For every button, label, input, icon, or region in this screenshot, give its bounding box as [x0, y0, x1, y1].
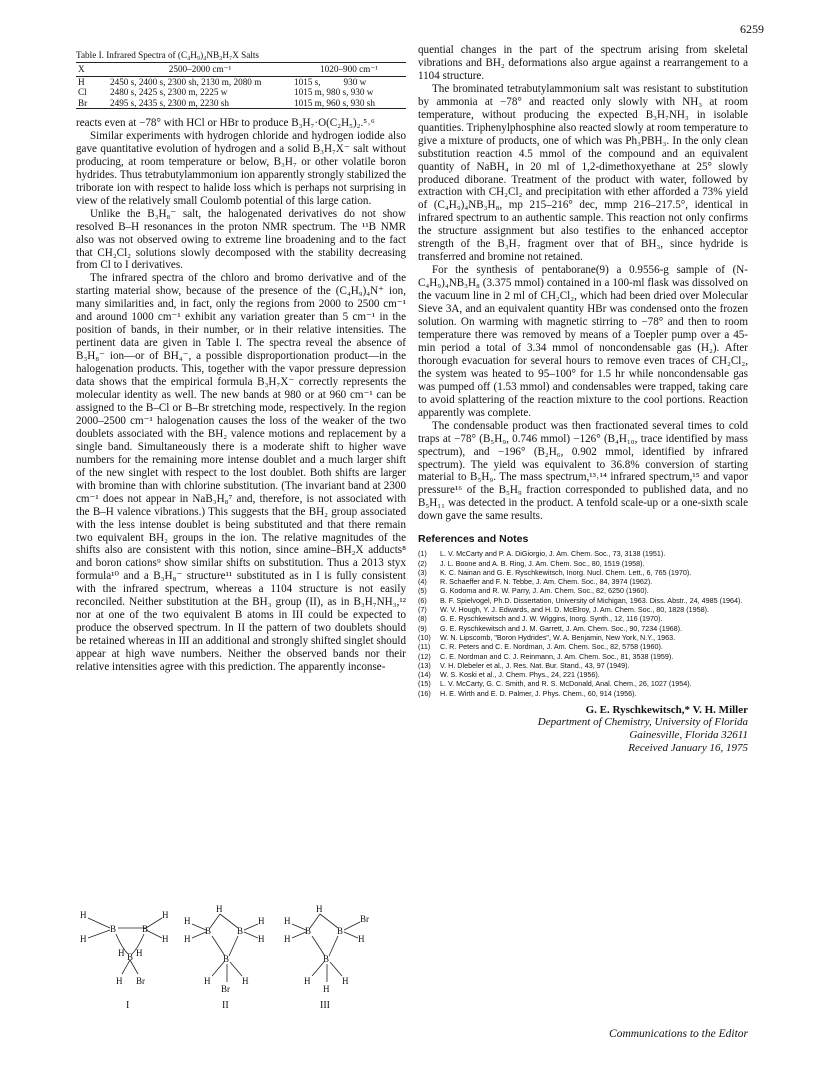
- table-cell: 2450 s, 2400 s, 2300 sh, 2130 m, 2080 m: [110, 76, 262, 87]
- atom-label: H: [323, 984, 330, 994]
- references-title: References and Notes: [418, 533, 529, 546]
- atom-label: H: [184, 916, 191, 926]
- reference-item: [418, 577, 748, 586]
- atom-label: B: [110, 924, 117, 934]
- reference-text: C. R. Peters and C. E. Nordman, J. Am. Chem. Soc., 82, 5758 (1960).: [440, 642, 663, 652]
- reference-text: G. E. Ryschkewitsch and J. W. Wiggins, Inorg. Synth., 12, 116 (1970).: [440, 614, 663, 624]
- atom-label: H: [204, 976, 211, 986]
- atom-label: H: [342, 976, 349, 986]
- affiliation-line: Department of Chemistry, University of Florida: [537, 716, 748, 729]
- body-paragraph: For the synthesis of pentaborane(9) a 0.9556-g sample of (N-C₄H₉)₄NB₃H₈ (3.375 mmol) contained in a 100-ml flask was dissolved on the vacuum line in 2 ml of CH₂Cl₂, which had been dried over Molecular Sieve 3A, and an equivalent quantity HBr was condensed onto the frozen solution. On warming with magnetic stirring to −78° and then to room temperature there was removed by means of a Toepler pump over a 45-min period a total of 3.34 mmol of noncondensable gas (H₂). After thorough evacuation for several hours to remove even traces of CH₂Cl₂, the system was heated to 95–100° for 1.5 hr while noncondensable gas was pumped off (1.53 mmol) and condensables were trapped, taking care to avoid splattering of the reaction mixture to the cool portions. Reaction apparently was complete.: [418, 264, 748, 419]
- body-paragraph: Similar experiments with hydrogen chloride and hydrogen iodide also gave quantitative evolution of hydrogen and a solid B₃H₇X⁻ salt without producing, at room temperature or below, B₃H₇ or other volatile boron hydrides. Thus tetrabutylammonium ion apparently strongly stabilized the triborate ion with respect to halide loss which is perhaps not surprising in view of the relatively small Coulomb potential of this large cation.: [76, 129, 406, 207]
- reference-item: [418, 586, 748, 595]
- reference-text: L. V. McCarty and P. A. DiGiorgio, J. Am. Chem. Soc., 73, 3138 (1951).: [440, 549, 666, 559]
- structure-label-iii: III: [320, 1000, 330, 1011]
- atom-label: B: [323, 954, 330, 964]
- body-paragraph: The condensable product was then fractionated several times to cold traps at −78° (B₅H₉, 0.746 mmol) −126° (B₄H₁₀, trace identified by mass spectrum), and −196° (B₂H₆, 0.902 mmol, identified by infrared spectrum). The yield was equivalent to 36.8% conversion of starting material to B₅H₉. The mass spectrum,¹³˒¹⁴ infrared spectrum,¹⁵ and vapor pressure¹⁶ of the B₅H₉ fraction corresponded to published data, and no B₅H₁₁ was detected in the product. A tenfold scale-up or a one-sixth scale down gave the same results.: [418, 419, 748, 523]
- reference-number: (12): [418, 651, 431, 661]
- reference-item: [418, 605, 748, 614]
- structures-svg: [80, 904, 410, 1024]
- table-cell: Cl: [78, 87, 87, 97]
- reference-text: W. N. Lipscomb, "Boron Hydrides", W. A. Benjamin, New York, N.Y., 1963.: [440, 632, 676, 642]
- body-paragraph: The brominated tetrabutylammonium salt was resistant to substitution by ammonia at −78° and reacted only slowly with NH₃ at room temperature, without producing the expected B₃H₇NH₃ in isolable quantities. Triphenylphosphine also reacted slowly at room temperature to give a mixture of products, one of which was Ph₃PBH₃. In the only clean substitution reaction 4.5 mmol of the compound and an equivalent quantity of NaBH₄ in 20 ml of 1,2-dimethoxyethane at 25° slowly produced diborane. Treatment of the product with water, followed by extraction with CH₂Cl₂ and precipitation with ether afforded a 73% yield of (C₄H₉)₄NB₃H₈, mp 215–216° dec, mmp 216–217.5°, identical in infrared spectrum to an authentic sample. This reaction not only confirms the structure assignment but also testifies to the enhanced acceptor strength of the B₃H₇ fragment over that of BH₃, since hydride is transferred and bromine not retained.: [418, 82, 748, 264]
- atom-label: B: [142, 924, 149, 934]
- reference-item: [418, 670, 748, 679]
- table-header-1020: 1020–900 cm⁻¹: [292, 63, 406, 77]
- reference-number: (7): [418, 605, 427, 615]
- atom-label: H: [284, 916, 291, 926]
- reference-item: [418, 689, 748, 698]
- atom-label: H: [162, 934, 169, 944]
- atom-label: H: [316, 904, 323, 914]
- atom-label: B: [237, 926, 244, 936]
- atom-label: H: [184, 934, 191, 944]
- atom-label: H: [242, 976, 249, 986]
- reference-number: (3): [418, 567, 427, 577]
- table-cell: Br: [76, 98, 108, 109]
- table-cell: 2480 s, 2425 s, 2300 m, 2225 w: [110, 87, 228, 97]
- atom-label: B: [305, 926, 312, 936]
- reference-item: [418, 614, 748, 623]
- structure-label-i: I: [126, 1000, 130, 1011]
- table-cell: 1015 s, 930 w: [294, 76, 367, 87]
- atom-label: H: [258, 934, 265, 944]
- reference-item: [418, 559, 748, 568]
- reference-text: V. H. Dlebeler et al., J. Res. Nat. Bur. Stand., 43, 97 (1949).: [440, 660, 630, 670]
- reference-item: [418, 624, 748, 633]
- table-caption: Table I. Infrared Spectra of (C₄H₉)₄NB₃H₇X Salts: [76, 50, 259, 60]
- table-cell: 1015 m, 960 s, 930 sh: [292, 98, 406, 109]
- table-row: [76, 76, 406, 87]
- body-paragraph: quential changes in the part of the spectrum arising from skeletal vibrations and BH₂ deformations also argue against a rearrangement to a 1104 structure.: [418, 44, 748, 82]
- atom-label: B: [205, 926, 212, 936]
- reference-item: [418, 642, 748, 651]
- page-number: 6259: [740, 22, 764, 36]
- reference-item: [418, 652, 748, 661]
- reference-number: (10): [418, 632, 431, 642]
- reference-text: C. E. Nordman and C. J. Reinmann, J. Am. Chem. Soc., 81, 3538 (1959).: [440, 651, 674, 661]
- reference-list: [418, 549, 748, 698]
- reference-item: [418, 679, 748, 688]
- atom-label: H: [116, 976, 123, 986]
- reference-number: (11): [418, 642, 431, 652]
- reference-text: B. F. Spielvogel, Ph.D. Dissertation, University of Michigan, 1963. Diss. Abstr., 24, 4985 (1964).: [440, 595, 743, 605]
- reference-number: (4): [418, 577, 427, 587]
- atom-label: Br: [136, 976, 145, 986]
- reference-item: [418, 633, 748, 642]
- table-row: [76, 87, 406, 98]
- right-column: [418, 44, 748, 755]
- reference-text: G. Kodoma and R. W. Parry, J. Am. Chem. Soc., 82, 6250 (1960).: [440, 586, 649, 596]
- reference-item: [418, 596, 748, 605]
- atom-label: H: [258, 916, 265, 926]
- reference-number: (2): [418, 558, 427, 568]
- atom-label: H: [80, 910, 87, 920]
- atom-label: H: [80, 934, 87, 944]
- atom-label: H: [162, 910, 169, 920]
- reference-number: (8): [418, 614, 427, 624]
- reference-number: (9): [418, 623, 427, 633]
- atom-label: Br: [360, 914, 369, 924]
- atom-label: Br: [221, 984, 230, 994]
- reference-text: H. E. Wirth and E. D. Palmer, J. Phys. Chem., 60, 914 (1956).: [440, 688, 637, 698]
- reference-item: [418, 568, 748, 577]
- atom-label: H: [304, 976, 311, 986]
- atom-label: H: [136, 948, 143, 958]
- body-paragraph: reacts even at −78° with HCl or HBr to produce B₃H₇·O(C₂H₅)₂.⁵˒⁶: [76, 117, 375, 129]
- atom-label: B: [337, 926, 344, 936]
- reference-text: R. Schaeffer and F. N. Tebbe, J. Am. Chem. Soc., 84, 3974 (1962).: [440, 577, 653, 587]
- reference-text: W. S. Koski et al., J. Chem. Phys., 24, 221 (1956).: [440, 670, 600, 680]
- reference-number: (13): [418, 660, 431, 670]
- reference-text: K. C. Nainan and G. E. Ryschkewitsch, Inorg. Nucl. Chem. Lett., 6, 765 (1970).: [440, 567, 692, 577]
- body-paragraph: The infrared spectra of the chloro and bromo derivative and of the starting material show, because of the presence of the (C₄H₉)₄N⁺ ion, many similarities and, in fact, only the regions from 2000 to 2500 cm⁻¹ and around 1000 cm⁻¹ exhibit any variation greater than 5 cm⁻¹ in the position of bands, in their number, or in their relative intensities. The pertinent data are given in Table I. The spectra reveal the absence of B₃H₈⁻ ion—or of BH₄⁻, a possible disproportionation product—in the halogenation products. This, together with the vapor pressure depression data shows that the empirical formula B₃H₇X⁻ correctly represents the molecular identity as well. The new bands at 980 or at 960 cm⁻¹ can be assigned to the B–Cl or B–Br stretching mode, respectively. In the region 2000–2500 cm⁻¹ halogenation causes the loss of the weaker of the two doublets associated with the BH₂ valence motions and replacement by a single band. Simultaneously there is a moderate shift to higher wave numbers for the remaining more intense doublet and a much larger shift of the new singlet with respect to the lost doublet. Both shifts are larger with bromine than with chlorine substitution. (The invariant band at 2300 cm⁻¹ does not appear in NaB₃H₈⁷ and, therefore, is not associated with the B–H valence vibrations.) This suggests that the BH₂ group associated with the less intense doublet is being substituted and that there remain two equivalent BH₂ groups in the ion. The relative magnitudes of the shifts also are consistent with this notion, since amine–BH₂X adducts⁸ and boron cations⁹ show similar shifts on substitution. Thus a 2013 styx formula¹⁰ and a B₃H₈⁻ structure¹¹ substituted as in I is fully consistent with the infrared spectrum, whereas a 1104 structure is not easily reconciled. Neither substitution at the BH₃ group (II), as in B₃H₇NH₃,¹² nor at one of the two equivalent B atoms in III could be expected to produce the observed spectrum. In II the pattern of two doublets should be retained whereas in III an additional and strongly shifted singlet should appear at high wave numbers. Neither the observed bands nor their relative intensities agree with this prediction. The apparently inconse-: [76, 272, 406, 674]
- atom-label: H: [284, 934, 291, 944]
- reference-number: (16): [418, 688, 431, 698]
- reference-item: [418, 549, 748, 558]
- ir-spectra-table: [76, 62, 406, 109]
- table-cell: H: [78, 76, 85, 87]
- reference-item: [418, 661, 748, 670]
- atom-label: H: [118, 948, 125, 958]
- atom-label: B: [127, 952, 134, 962]
- authors: G. E. Ryschkewitsch,* V. H. Miller: [585, 704, 748, 717]
- structure-diagrams: [80, 904, 410, 1024]
- atom-label: B: [223, 954, 230, 964]
- table-cell: 2495 s, 2435 s, 2300 m, 2230 sh: [108, 98, 292, 109]
- reference-number: (1): [418, 549, 427, 559]
- reference-text: W. V. Hough, Y. J. Edwards, and H. D. McElroy, J. Am. Chem. Soc., 80, 1828 (1958).: [440, 605, 709, 615]
- table-header-x: X: [76, 63, 108, 77]
- left-column: [76, 50, 406, 674]
- table-cell: 1015 m, 980 s, 930 w: [294, 87, 374, 97]
- atom-label: H: [216, 904, 223, 914]
- table-row: [76, 98, 406, 109]
- reference-number: (14): [418, 670, 431, 680]
- reference-number: (5): [418, 586, 427, 596]
- table-header-2500: 2500–2000 cm⁻¹: [108, 63, 292, 77]
- received-date: Received January 16, 1975: [628, 742, 748, 755]
- footer-section-title: Communications to the Editor: [609, 1028, 748, 1040]
- body-paragraph: Unlike the B₃H₈⁻ salt, the halogenated derivatives do not show resolved B–H resonances in the proton NMR spectrum. The ¹¹B NMR also was not observed owing to extreme line broadening and to the fact that CH₂Cl₂ solutions slowly decomposed with the stability decreasing from Cl to I derivatives.: [76, 207, 406, 272]
- reference-text: G. E. Ryschkewitsch and J. M. Garrett, J. Am. Chem. Soc., 90, 7234 (1968).: [440, 623, 683, 633]
- affiliation-line: Gainesville, Florida 32611: [629, 729, 748, 742]
- reference-number: (15): [418, 679, 431, 689]
- reference-text: J. L. Boone and A. B. Ring, J. Am. Chem. Soc., 80, 1519 (1958).: [440, 558, 645, 568]
- atom-label: H: [358, 934, 365, 944]
- structure-label-ii: II: [222, 1000, 229, 1011]
- reference-text: L. V. McCarty, G. C. Smith, and R. S. McDonald, Anal. Chem., 26, 1027 (1954).: [440, 679, 692, 689]
- reference-number: (6): [418, 595, 427, 605]
